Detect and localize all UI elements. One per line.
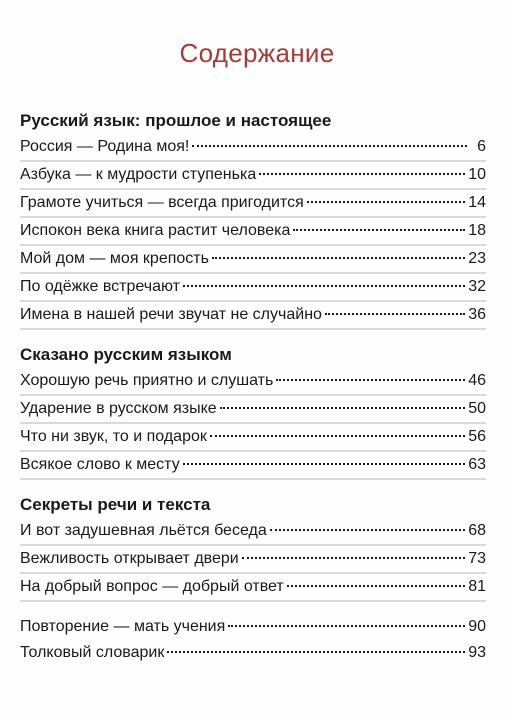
dot-leader bbox=[293, 229, 465, 231]
entry-title: Азбука — к мудрости ступенька bbox=[20, 166, 257, 183]
toc-entry[interactable] bbox=[20, 246, 486, 274]
entry-page-number: 36 bbox=[468, 306, 486, 323]
entry-page-number: 63 bbox=[468, 456, 486, 473]
dot-leader bbox=[307, 201, 465, 203]
entry-title: Мой дом — моя крепость bbox=[20, 250, 209, 267]
entry-page-number: 6 bbox=[477, 138, 486, 155]
dot-leader bbox=[325, 313, 465, 315]
entry-title: Имена в нашей речи звучат не случайно bbox=[20, 306, 322, 323]
toc-entry[interactable] bbox=[20, 518, 486, 546]
toc-entry[interactable] bbox=[20, 134, 486, 162]
toc-entry[interactable] bbox=[20, 574, 486, 602]
entry-title: Россия — Родина моя! bbox=[20, 138, 190, 155]
toc-entry[interactable] bbox=[20, 546, 486, 574]
entry-page-number: 32 bbox=[468, 278, 486, 295]
toc-entry[interactable] bbox=[20, 302, 486, 330]
dot-leader bbox=[220, 407, 466, 409]
entry-title: Хорошую речь приятно и слушать bbox=[20, 372, 274, 389]
entry-title: Что ни звук, то и подарок bbox=[20, 428, 207, 445]
dot-leader bbox=[167, 651, 465, 653]
entry-page-number: 90 bbox=[468, 618, 486, 635]
dot-leader bbox=[242, 557, 465, 559]
entry-page-number: 10 bbox=[468, 166, 486, 183]
section-spacer bbox=[20, 480, 486, 492]
page-title: Содержание bbox=[179, 38, 335, 68]
toc-entry[interactable] bbox=[20, 274, 486, 302]
toc-entry[interactable] bbox=[20, 190, 486, 218]
dot-leader bbox=[270, 529, 465, 531]
entry-title: Повторение — мать учения bbox=[20, 618, 226, 635]
entry-title: По одёжке встречают bbox=[20, 278, 180, 295]
entry-page-number: 81 bbox=[468, 578, 486, 595]
toc-entry[interactable] bbox=[20, 640, 486, 666]
toc-entry[interactable] bbox=[20, 614, 486, 640]
entry-title: Испокон века книга растит человека bbox=[20, 222, 291, 239]
toc-entry[interactable] bbox=[20, 218, 486, 246]
toc-entry[interactable] bbox=[20, 368, 486, 396]
dot-leader bbox=[210, 435, 465, 437]
table-of-contents bbox=[20, 108, 486, 666]
entry-page-number: 68 bbox=[468, 522, 486, 539]
dot-leader bbox=[228, 625, 465, 627]
entry-page-number: 14 bbox=[468, 194, 486, 211]
entry-page-number: 50 bbox=[468, 400, 486, 417]
entry-title: Вежливость открывает двери bbox=[20, 550, 239, 567]
dot-leader bbox=[192, 145, 467, 147]
entry-title: Всякое слово к месту bbox=[20, 456, 180, 473]
dot-leader bbox=[287, 585, 465, 587]
toc-entry[interactable] bbox=[20, 162, 486, 190]
entry-page-number: 73 bbox=[468, 550, 486, 567]
toc-entry[interactable] bbox=[20, 396, 486, 424]
entry-page-number: 46 bbox=[468, 372, 486, 389]
entry-page-number: 18 bbox=[468, 222, 486, 239]
entry-page-number: 56 bbox=[468, 428, 486, 445]
section-heading: Русский язык: прошлое и настоящее bbox=[20, 111, 332, 130]
dot-leader bbox=[276, 379, 465, 381]
dot-leader bbox=[183, 285, 465, 287]
dot-leader bbox=[183, 463, 466, 465]
section-spacer bbox=[20, 330, 486, 342]
entry-title: На добрый вопрос — добрый ответ bbox=[20, 578, 284, 595]
entry-page-number: 93 bbox=[468, 644, 486, 661]
dot-leader bbox=[212, 257, 465, 259]
entry-title: Грамоте учиться — всегда пригодится bbox=[20, 194, 304, 211]
toc-entry[interactable] bbox=[20, 424, 486, 452]
entry-title: Толковый словарик bbox=[20, 644, 165, 661]
entry-page-number: 23 bbox=[468, 250, 486, 267]
section-heading: Секреты речи и текста bbox=[20, 495, 211, 514]
entry-title: И вот задушевная льётся беседа bbox=[20, 522, 267, 539]
section-spacer bbox=[20, 602, 486, 614]
dot-leader bbox=[259, 173, 465, 175]
entry-title: Ударение в русском языке bbox=[20, 400, 217, 417]
section-heading: Сказано русским языком bbox=[20, 345, 232, 364]
toc-entry[interactable] bbox=[20, 452, 486, 480]
